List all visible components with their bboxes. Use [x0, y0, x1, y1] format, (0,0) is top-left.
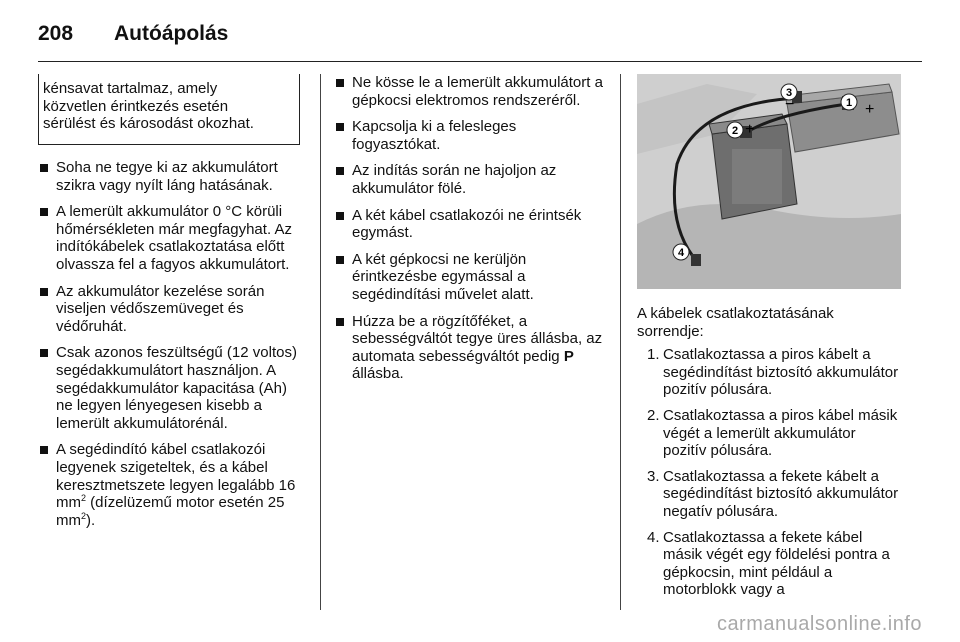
step-text: Csatlakoztassa a piros kábel másik végét a lemerült akkumulátor pozitív pólusára. [663, 406, 898, 460]
watermark: carmanualsonline.info [716, 613, 922, 635]
step-number: 3. [647, 467, 660, 485]
cable-text-c: ). [86, 511, 96, 529]
connection-steps [637, 346, 901, 599]
column-divider-2 [620, 74, 621, 610]
minus-sign: − [785, 96, 795, 113]
gear-position-p: P [563, 347, 574, 365]
warning-line: közvetlen érintkezés esetén [43, 97, 229, 115]
step-item [637, 468, 901, 521]
step-text: Csatlakoztassa a piros kábelt a segédindítást biztosító akkumulátor pozitív pólusára. [663, 346, 899, 399]
bullet-item: Soha ne tegye ki az akkumulátort szikra vagy nyílt láng hatásának. [38, 159, 300, 194]
bullet-item: A lemerült akkumulátor 0 °C körüli hőmérsékleten már megfagyhat. Az indítókábelek csatlakoztatása előtt olvassza fel a fagyos akkumulátort. [38, 203, 300, 273]
gear-text: Húzza be a rögzítőféket, a sebességváltót tegye üres állásba, az automata sebességváltót pedig [352, 312, 603, 365]
bullet-item: Az akkumulátor kezelése során viseljen védőszemüveget és védőruhát. [38, 283, 300, 336]
step-number: 4. [647, 528, 660, 546]
engine-bay-illustration [637, 74, 901, 289]
callout-2-label: 2 [731, 125, 739, 137]
bullet-list-2 [334, 74, 604, 383]
figure-caption: A kábelek csatlakoztatásának sorrendje: [637, 305, 834, 340]
bullet-list-1 [38, 159, 300, 529]
bullet-item: A két kábel csatlakozói ne érintsék egymást. [334, 207, 604, 242]
page-header [38, 16, 228, 52]
column-2 [334, 74, 604, 392]
step-text: Csatlakoztassa a fekete kábel másik végét egy földelési pontra a gépkocsin, mint például a motorblokk vagy a [663, 528, 890, 599]
cable-text-a: A segédindító kábel csatlakozói legyenek szigeteltek, és a kábel keresztmetszete legyen legalább 16 mm [56, 441, 296, 512]
clamp-4 [691, 254, 701, 266]
bullet-item: A két gépkocsi ne kerüljön érintkezésbe egymással a segédindítási művelet alatt. [334, 251, 604, 304]
battery-jump-start-figure [637, 74, 901, 289]
step-text: Csatlakoztassa a fekete kábelt a segédindítást biztosító akkumulátor negatív pólusára. [663, 467, 899, 520]
bullet-item: Kapcsolja ki a felesleges fogyasztókat. [334, 118, 604, 153]
step-item [637, 346, 901, 399]
column-1 [38, 74, 300, 538]
superscript: 2 [81, 493, 87, 504]
callout-1-label: 1 [845, 97, 853, 109]
column-3 [637, 74, 901, 607]
step-number: 1. [647, 346, 660, 364]
page-number: 208 [38, 22, 74, 45]
gear-tail: állásba. [352, 365, 404, 383]
bullet-item: Az indítás során ne hajoljon az akkumulátor fölé. [334, 162, 604, 197]
step-item [637, 407, 901, 460]
step-item [637, 529, 901, 599]
bullet-item: Ne kösse le a lemerült akkumulátort a gépkocsi elektromos rendszeréről. [334, 74, 604, 109]
cable-text-b: (dízelüzemű motor esetén 25 mm [56, 494, 285, 529]
callout-4-label: 4 [677, 247, 685, 259]
step-number: 2. [647, 406, 660, 424]
superscript: 2 [81, 510, 87, 521]
plus-sign-2: + [745, 121, 755, 138]
warning-line: sérülést és károsodást okozhat. [43, 115, 254, 133]
bullet-item-gear [334, 313, 604, 383]
battery-cells [732, 149, 782, 204]
bullet-item: Csak azonos feszültségű (12 voltos) segédakkumulátort használjon. A segédakkumulátor kapacitása (Ah) ne legyen lényegesen kisebb a lemerült akkumulátorénál. [38, 344, 300, 432]
warning-line: kénsavat tartalmaz, amely [43, 80, 218, 97]
plus-sign-1: + [865, 101, 875, 118]
page-title: Autóápolás [114, 22, 229, 45]
bullet-item-cable [38, 441, 300, 529]
header-rule [38, 61, 922, 62]
callout-3-label: 3 [785, 87, 793, 99]
warning-box [38, 74, 300, 145]
column-divider-1 [320, 74, 321, 610]
